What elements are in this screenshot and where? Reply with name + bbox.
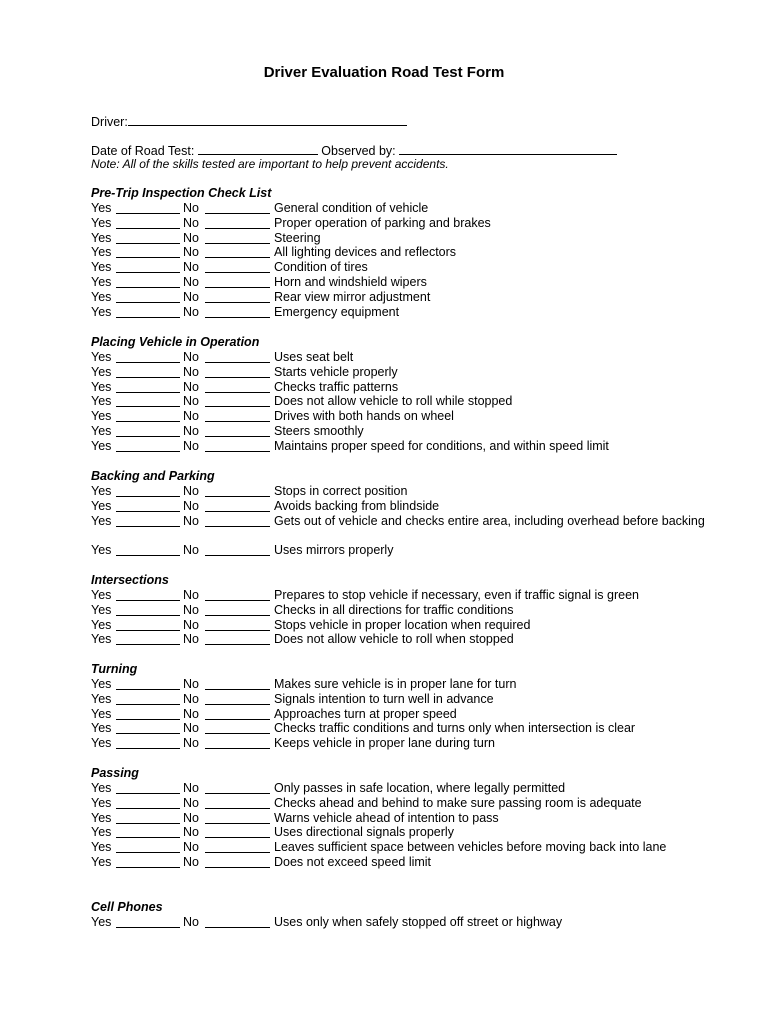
yes-label: Yes <box>91 289 112 304</box>
yes-answer-field[interactable] <box>116 707 180 720</box>
checklist-section <box>91 766 711 870</box>
checklist-row <box>91 365 711 380</box>
checklist-row <box>91 707 711 722</box>
checklist-item-text: Uses mirrors properly <box>274 543 394 558</box>
yes-label: Yes <box>91 245 112 260</box>
yes-answer-field[interactable] <box>116 260 180 273</box>
no-answer-field[interactable] <box>205 439 270 452</box>
no-answer-field[interactable] <box>205 543 270 556</box>
no-answer-field[interactable] <box>205 677 270 690</box>
driver-field[interactable] <box>128 113 407 126</box>
yes-answer-field[interactable] <box>116 915 180 928</box>
yes-label: Yes <box>91 274 112 289</box>
checklist-row <box>91 394 711 409</box>
no-answer-field[interactable] <box>205 915 270 928</box>
yes-label: Yes <box>91 379 112 394</box>
date-observer-row <box>91 142 617 158</box>
checklist-item-text: Steering <box>274 230 321 245</box>
no-answer-field[interactable] <box>205 394 270 407</box>
section-title: Pre-Trip Inspection Check List <box>91 186 272 200</box>
yes-answer-field[interactable] <box>116 692 180 705</box>
yes-answer-field[interactable] <box>116 811 180 824</box>
no-answer-field[interactable] <box>205 603 270 616</box>
no-label: No <box>183 691 199 706</box>
no-label: No <box>183 364 199 379</box>
yes-answer-field[interactable] <box>116 736 180 749</box>
checklist-item-text: Uses directional signals properly <box>274 825 454 840</box>
yes-label: Yes <box>91 543 112 558</box>
checklist-row <box>91 350 711 365</box>
yes-label: Yes <box>91 810 112 825</box>
checklist-row <box>91 216 711 231</box>
checklist-row <box>91 825 711 840</box>
checklist-item-text: Checks ahead and behind to make sure passing room is adequate <box>274 795 642 810</box>
no-answer-field[interactable] <box>205 245 270 258</box>
no-answer-field[interactable] <box>205 484 270 497</box>
section-title: Backing and Parking <box>91 469 215 483</box>
yes-label: Yes <box>91 438 112 453</box>
checklist-item-text: Maintains proper speed for conditions, and within speed limit <box>274 438 609 453</box>
yes-label: Yes <box>91 409 112 424</box>
no-label: No <box>183 706 199 721</box>
yes-label: Yes <box>91 706 112 721</box>
checklist-item-text: Leaves sufficient space between vehicles before moving back into lane <box>274 840 667 855</box>
no-label: No <box>183 438 199 453</box>
yes-label: Yes <box>91 350 112 364</box>
no-label: No <box>183 543 199 558</box>
checklist-row <box>91 305 711 320</box>
checklist-item-text: Stops in correct position <box>274 484 408 498</box>
no-answer-field[interactable] <box>205 305 270 318</box>
no-answer-field[interactable] <box>205 365 270 378</box>
checklist-row <box>91 484 711 499</box>
checklist-item-text: Uses only when safely stopped off street or highway <box>274 915 563 929</box>
no-label: No <box>183 379 199 394</box>
yes-answer-field[interactable] <box>116 484 180 497</box>
checklist-item-text: Does not allow vehicle to roll while stopped <box>274 394 513 409</box>
checklist-row <box>91 514 711 544</box>
checklist-row <box>91 915 711 930</box>
checklist-item-text: Steers smoothly <box>274 423 364 438</box>
checklist-row <box>91 499 711 514</box>
checklist-row <box>91 201 711 216</box>
checklist-item-text: Approaches turn at proper speed <box>274 706 457 721</box>
driver-field-row <box>91 113 407 129</box>
no-answer-field[interactable] <box>205 811 270 824</box>
yes-answer-field[interactable] <box>116 439 180 452</box>
checklist-row <box>91 677 711 692</box>
no-answer-field[interactable] <box>205 707 270 720</box>
yes-label: Yes <box>91 721 112 736</box>
no-label: No <box>183 350 199 364</box>
checklist-row <box>91 424 711 439</box>
checklist-item-text: Rear view mirror adjustment <box>274 289 431 304</box>
no-label: No <box>183 915 199 929</box>
no-answer-field[interactable] <box>205 618 270 631</box>
yes-answer-field[interactable] <box>116 825 180 838</box>
no-answer-field[interactable] <box>205 409 270 422</box>
yes-label: Yes <box>91 677 112 691</box>
yes-label: Yes <box>91 304 112 319</box>
checklist-item-text: Checks traffic patterns <box>274 379 399 394</box>
checklist-row <box>91 275 711 290</box>
no-label: No <box>183 201 199 215</box>
checklist-item-text: Condition of tires <box>274 260 368 275</box>
yes-label: Yes <box>91 781 112 795</box>
section-title: Passing <box>91 766 139 780</box>
checklist-section <box>91 335 711 454</box>
date-label: Date of Road Test: <box>91 144 195 158</box>
no-label: No <box>183 602 199 617</box>
checklist-row <box>91 409 711 424</box>
yes-label: Yes <box>91 484 112 498</box>
no-answer-field[interactable] <box>205 231 270 244</box>
no-label: No <box>183 854 199 869</box>
yes-answer-field[interactable] <box>116 632 180 645</box>
checklist-row <box>91 439 711 454</box>
yes-answer-field[interactable] <box>116 409 180 422</box>
checklist-row <box>91 721 711 736</box>
checklist-row <box>91 380 711 395</box>
yes-label: Yes <box>91 260 112 275</box>
date-field[interactable] <box>198 142 318 155</box>
checklist-item-text: Makes sure vehicle is in proper lane for turn <box>274 677 517 691</box>
no-label: No <box>183 513 199 528</box>
no-answer-field[interactable] <box>205 692 270 705</box>
yes-answer-field[interactable] <box>116 543 180 556</box>
checklist-item-text: Keeps vehicle in proper lane during turn <box>274 736 495 751</box>
checklist-item-text: Proper operation of parking and brakes <box>274 215 491 230</box>
checklist-row <box>91 632 711 647</box>
yes-label: Yes <box>91 617 112 632</box>
yes-answer-field[interactable] <box>116 394 180 407</box>
yes-answer-field[interactable] <box>116 499 180 512</box>
no-answer-field[interactable] <box>205 855 270 868</box>
checklist-section <box>91 573 711 647</box>
checklist-item-text: Stops vehicle in proper location when required <box>274 617 531 632</box>
yes-answer-field[interactable] <box>116 365 180 378</box>
no-answer-field[interactable] <box>205 350 270 363</box>
no-label: No <box>183 230 199 245</box>
checklist-row <box>91 736 711 751</box>
yes-answer-field[interactable] <box>116 290 180 303</box>
checklist-row <box>91 618 711 633</box>
no-answer-field[interactable] <box>205 840 270 853</box>
section-title: Intersections <box>91 573 169 587</box>
no-label: No <box>183 304 199 319</box>
no-label: No <box>183 632 199 647</box>
yes-answer-field[interactable] <box>116 855 180 868</box>
section-title: Placing Vehicle in Operation <box>91 335 260 349</box>
no-label: No <box>183 721 199 736</box>
checklist-row <box>91 260 711 275</box>
yes-answer-field[interactable] <box>116 796 180 809</box>
no-label: No <box>183 677 199 691</box>
no-answer-field[interactable] <box>205 632 270 645</box>
checklist-item-text: Avoids backing from blindside <box>274 498 440 513</box>
yes-label: Yes <box>91 691 112 706</box>
yes-label: Yes <box>91 513 112 528</box>
checklist-section <box>91 186 711 319</box>
no-answer-field[interactable] <box>205 825 270 838</box>
no-label: No <box>183 409 199 424</box>
no-answer-field[interactable] <box>205 275 270 288</box>
checklist-row <box>91 811 711 826</box>
no-answer-field[interactable] <box>205 380 270 393</box>
checklist-item-text: Does not allow vehicle to roll when stopped <box>274 632 514 647</box>
no-label: No <box>183 498 199 513</box>
checklist-item-text: Starts vehicle properly <box>274 364 398 379</box>
no-answer-field[interactable] <box>205 721 270 734</box>
checklist-row <box>91 796 711 811</box>
yes-answer-field[interactable] <box>116 201 180 214</box>
checklist-section <box>91 469 711 558</box>
no-label: No <box>183 215 199 230</box>
yes-answer-field[interactable] <box>116 603 180 616</box>
no-label: No <box>183 274 199 289</box>
no-answer-field[interactable] <box>205 201 270 214</box>
checklist-item-text: Only passes in safe location, where legally permitted <box>274 781 566 795</box>
checklist-item-text: Horn and windshield wipers <box>274 274 427 289</box>
checklist-row <box>91 245 711 260</box>
yes-answer-field[interactable] <box>116 618 180 631</box>
checklist-row <box>91 840 711 855</box>
yes-label: Yes <box>91 825 112 840</box>
yes-answer-field[interactable] <box>116 781 180 794</box>
yes-label: Yes <box>91 498 112 513</box>
no-answer-field[interactable] <box>205 796 270 809</box>
checklist-item-text: General condition of vehicle <box>274 201 429 215</box>
yes-label: Yes <box>91 423 112 438</box>
no-label: No <box>183 245 199 260</box>
checklist-item-text: All lighting devices and reflectors <box>274 245 457 260</box>
yes-answer-field[interactable] <box>116 275 180 288</box>
no-label: No <box>183 840 199 855</box>
no-label: No <box>183 289 199 304</box>
no-label: No <box>183 736 199 751</box>
yes-label: Yes <box>91 215 112 230</box>
checklist-section <box>91 900 711 930</box>
observed-by-field[interactable] <box>399 142 617 155</box>
checklist-row <box>91 603 711 618</box>
checklist-item-text: Does not exceed speed limit <box>274 854 432 869</box>
yes-answer-field[interactable] <box>116 677 180 690</box>
yes-answer-field[interactable] <box>116 350 180 363</box>
page-title: Driver Evaluation Road Test Form <box>263 64 505 81</box>
yes-label: Yes <box>91 394 112 409</box>
yes-answer-field[interactable] <box>116 514 180 527</box>
yes-answer-field[interactable] <box>116 245 180 258</box>
no-label: No <box>183 260 199 275</box>
no-answer-field[interactable] <box>205 514 270 527</box>
yes-label: Yes <box>91 854 112 869</box>
no-label: No <box>183 394 199 409</box>
no-label: No <box>183 423 199 438</box>
checklist-item-text: Checks in all directions for traffic conditions <box>274 602 514 617</box>
no-label: No <box>183 825 199 840</box>
observed-by-label: Observed by: <box>321 144 396 158</box>
checklist-item-text: Warns vehicle ahead of intention to pass <box>274 810 499 825</box>
yes-label: Yes <box>91 795 112 810</box>
no-answer-field[interactable] <box>205 781 270 794</box>
no-answer-field[interactable] <box>205 290 270 303</box>
yes-answer-field[interactable] <box>116 424 180 437</box>
no-label: No <box>183 588 199 602</box>
checklist-item-text: Checks traffic conditions and turns only when intersection is clear <box>274 721 636 736</box>
no-label: No <box>183 781 199 795</box>
yes-label: Yes <box>91 364 112 379</box>
checklist-item-text: Emergency equipment <box>274 304 400 319</box>
note-text: Note: All of the skills tested are important to help prevent accidents. <box>91 157 449 171</box>
no-answer-field[interactable] <box>205 499 270 512</box>
yes-answer-field[interactable] <box>116 380 180 393</box>
no-answer-field[interactable] <box>205 260 270 273</box>
checklist-row <box>91 290 711 305</box>
yes-label: Yes <box>91 915 112 929</box>
section-title: Turning <box>91 662 138 676</box>
section-title: Cell Phones <box>91 900 163 914</box>
no-label: No <box>183 484 199 498</box>
checklist-row <box>91 588 711 603</box>
yes-answer-field[interactable] <box>116 840 180 853</box>
no-label: No <box>183 795 199 810</box>
no-answer-field[interactable] <box>205 736 270 749</box>
no-answer-field[interactable] <box>205 588 270 601</box>
checklist-item-text: Drives with both hands on wheel <box>274 409 454 424</box>
no-label: No <box>183 617 199 632</box>
yes-answer-field[interactable] <box>116 588 180 601</box>
checklist-row <box>91 855 711 870</box>
no-label: No <box>183 810 199 825</box>
checklist-item-text: Uses seat belt <box>274 350 354 364</box>
checklist-row <box>91 692 711 707</box>
checklist-item-text: Prepares to stop vehicle if necessary, even if traffic signal is green <box>274 588 639 602</box>
checklist-row <box>91 543 711 558</box>
yes-label: Yes <box>91 840 112 855</box>
checklist-row <box>91 781 711 796</box>
yes-label: Yes <box>91 230 112 245</box>
yes-answer-field[interactable] <box>116 305 180 318</box>
no-answer-field[interactable] <box>205 216 270 229</box>
driver-label: Driver: <box>91 115 128 129</box>
checklist-item-text: Signals intention to turn well in advance <box>274 691 494 706</box>
yes-answer-field[interactable] <box>116 231 180 244</box>
yes-answer-field[interactable] <box>116 721 180 734</box>
yes-label: Yes <box>91 201 112 215</box>
yes-answer-field[interactable] <box>116 216 180 229</box>
checklist-item-text: Gets out of vehicle and checks entire area, including overhead before backing <box>274 513 705 528</box>
no-answer-field[interactable] <box>205 424 270 437</box>
checklist-section <box>91 662 711 751</box>
checklist-row <box>91 231 711 246</box>
yes-label: Yes <box>91 736 112 751</box>
yes-label: Yes <box>91 588 112 602</box>
yes-label: Yes <box>91 632 112 647</box>
yes-label: Yes <box>91 602 112 617</box>
